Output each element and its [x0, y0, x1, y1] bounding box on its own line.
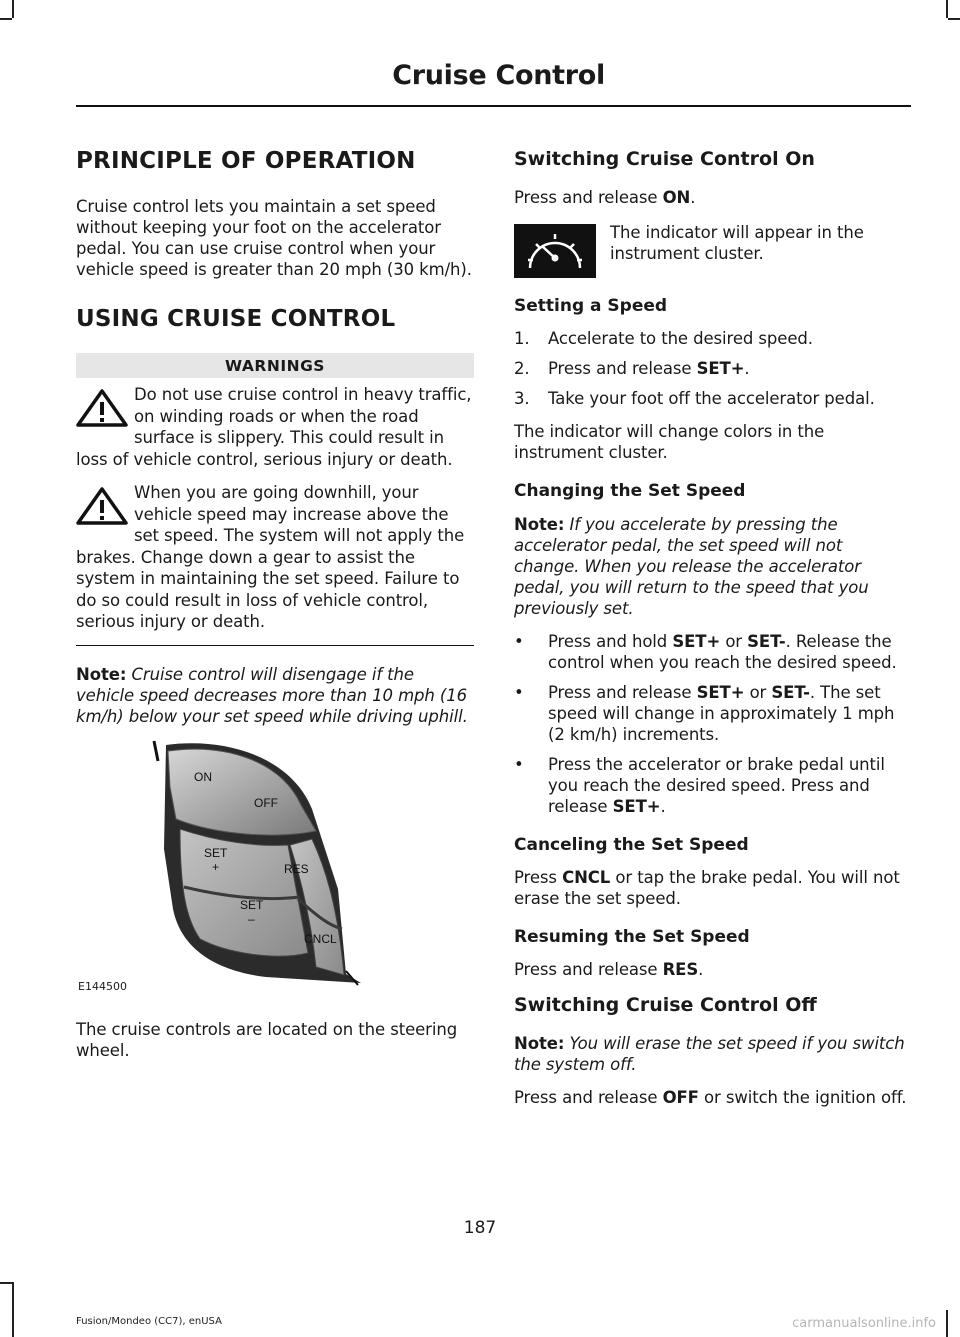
- bullet-text: Press and hold: [548, 631, 673, 651]
- bullet-text: .: [660, 796, 666, 816]
- control-label: SET+: [696, 359, 745, 379]
- note-text: If you accelerate by pressing the accelerator pedal, the set speed will not change. When you release the accelerator pedal, you will return to the speed that you previously set.: [514, 514, 869, 618]
- cncl-button-label: CNCL: [304, 932, 337, 947]
- canceling-heading: Canceling the Set Speed: [514, 834, 749, 855]
- bullet-text: or: [744, 682, 772, 702]
- step-text: Press and release: [548, 359, 697, 379]
- note-label: Note:: [76, 665, 127, 685]
- step-text: Accelerate to the desired speed.: [548, 329, 813, 349]
- crop-mark: [946, 0, 948, 18]
- bullet-text: or: [720, 631, 748, 651]
- steering-wheel-buttons-illustration: [76, 739, 474, 1001]
- resuming-text: [514, 959, 910, 980]
- list-item: [514, 682, 910, 745]
- warnings-heading: WARNINGS: [76, 353, 474, 378]
- indicator-row: [514, 220, 910, 278]
- set-plus-button-label: SET: [204, 846, 228, 861]
- switch-on-text: [514, 187, 910, 208]
- note-text: Cruise control will disengage if the vehicle speed decreases more than 10 mph (16 km/h) below your set speed while driving uphill.: [76, 665, 468, 727]
- setting-heading: Setting a Speed: [514, 295, 668, 316]
- text-run: or tap the brake pedal. You will not erase the set speed.: [514, 867, 900, 908]
- text-run: or switch the ignition off.: [698, 1088, 907, 1108]
- speedometer-icon: [514, 224, 596, 278]
- warning-item: [76, 482, 474, 633]
- warning-item: [76, 384, 474, 470]
- step-text: .: [744, 359, 750, 379]
- principle-text: Cruise control lets you maintain a set speed without keeping your foot on the accelerator pedal. You can use cruise control when your vehicle speed is greater than 20 mph (30 km/h).: [76, 196, 472, 279]
- page-number: 187: [463, 1218, 497, 1238]
- minus-symbol: –: [248, 912, 255, 927]
- text-run: .: [698, 960, 704, 980]
- right-column: [514, 140, 910, 1120]
- left-column: [76, 140, 474, 1073]
- bullet: •: [514, 682, 524, 702]
- warnings-divider: [76, 645, 474, 647]
- note-label: Note:: [514, 514, 565, 534]
- list-item: [514, 388, 910, 409]
- cruise-control-buttons-figure: [76, 739, 474, 1001]
- step-number: 3.: [514, 389, 530, 409]
- page-title: Cruise Control: [392, 60, 605, 91]
- setting-steps: [514, 328, 910, 409]
- list-item: [514, 358, 910, 379]
- note-label: Note:: [514, 1034, 565, 1054]
- bullet-text: Press the accelerator or brake pedal until you reach the desired speed. Press and release: [548, 754, 885, 816]
- step-number: 2.: [514, 359, 530, 379]
- warning-text: Do not use cruise control in heavy traffic, on winding roads or when the road surface is slippery. This could result in loss of vehicle control, serious injury or death.: [76, 385, 472, 469]
- changing-bullets: [514, 631, 910, 817]
- note-text: You will erase the set speed if you switch the system off.: [514, 1034, 905, 1075]
- header-divider: [76, 105, 911, 107]
- switch-off-note: [514, 1033, 910, 1075]
- res-button-label: RES: [284, 862, 309, 877]
- on-control-label: ON: [662, 187, 691, 207]
- setting-text: The indicator will change colors in the instrument cluster.: [514, 422, 825, 463]
- note: [76, 664, 474, 727]
- warning-triangle-icon: [74, 388, 130, 428]
- location-text: The cruise controls are located on the steering wheel.: [76, 1020, 458, 1061]
- step-number: 1.: [514, 329, 530, 349]
- text-run: .: [690, 187, 696, 207]
- control-label: SET-: [771, 682, 810, 702]
- crop-mark: [12, 1282, 14, 1337]
- text-run: Press: [514, 867, 563, 887]
- control-label: SET+: [696, 682, 745, 702]
- list-item: [514, 328, 910, 349]
- text-run: Press and release: [514, 187, 663, 207]
- control-label: SET-: [747, 631, 786, 651]
- resuming-heading: Resuming the Set Speed: [514, 926, 750, 947]
- control-label: SET+: [672, 631, 721, 651]
- control-label: SET+: [612, 796, 661, 816]
- canceling-text: [514, 867, 910, 909]
- off-button-label: OFF: [254, 796, 278, 811]
- watermark-text: carmanualsonline.info: [792, 1316, 936, 1331]
- bullet-text: . The set speed will change in approximately 1 mph (2 km/h) increments.: [548, 682, 895, 744]
- warning-triangle-icon: [74, 486, 130, 526]
- using-heading: USING CRUISE CONTROL: [76, 305, 396, 332]
- crop-mark: [0, 18, 12, 20]
- list-item: [514, 754, 910, 817]
- bullet: •: [514, 631, 524, 651]
- principle-heading: PRINCIPLE OF OPERATION: [76, 148, 416, 174]
- control-label: RES: [662, 960, 699, 980]
- plus-symbol: +: [212, 860, 220, 875]
- changing-note: [514, 514, 910, 619]
- crop-mark: [946, 1310, 948, 1337]
- indicator-text: The indicator will appear in the instrument cluster.: [610, 222, 864, 263]
- crop-mark: [12, 0, 14, 18]
- changing-heading: Changing the Set Speed: [514, 481, 746, 502]
- switch-on-heading: Switching Cruise Control On: [514, 148, 815, 170]
- crop-mark: [0, 1282, 12, 1284]
- bullet: •: [514, 754, 524, 774]
- bullet-text: . Release the control when you reach the desired speed.: [548, 631, 897, 672]
- switch-off-text: [514, 1087, 910, 1108]
- bullet-text: Press and release: [548, 682, 697, 702]
- list-item: [514, 631, 910, 673]
- warning-text: When you are going downhill, your vehicle speed may increase above the set speed. The system will not apply the brakes. Change down a gear to assist the system in maintaining the set speed. Failure to do so could result in loss of vehicle control, serious injury or death.: [76, 483, 465, 632]
- crop-mark: [948, 18, 960, 20]
- switch-off-heading: Switching Cruise Control Off: [514, 994, 817, 1017]
- step-text: Take your foot off the accelerator pedal.: [548, 389, 875, 409]
- set-minus-button-label: SET: [240, 898, 264, 913]
- text-run: Press and release: [514, 960, 663, 980]
- control-label: OFF: [662, 1088, 699, 1108]
- footer-text: Fusion/Mondeo (CC7), enUSA: [76, 1316, 222, 1327]
- on-button-label: ON: [194, 770, 212, 785]
- control-label: CNCL: [562, 867, 611, 887]
- text-run: Press and release: [514, 1088, 663, 1108]
- figure-code: E144500: [78, 980, 127, 994]
